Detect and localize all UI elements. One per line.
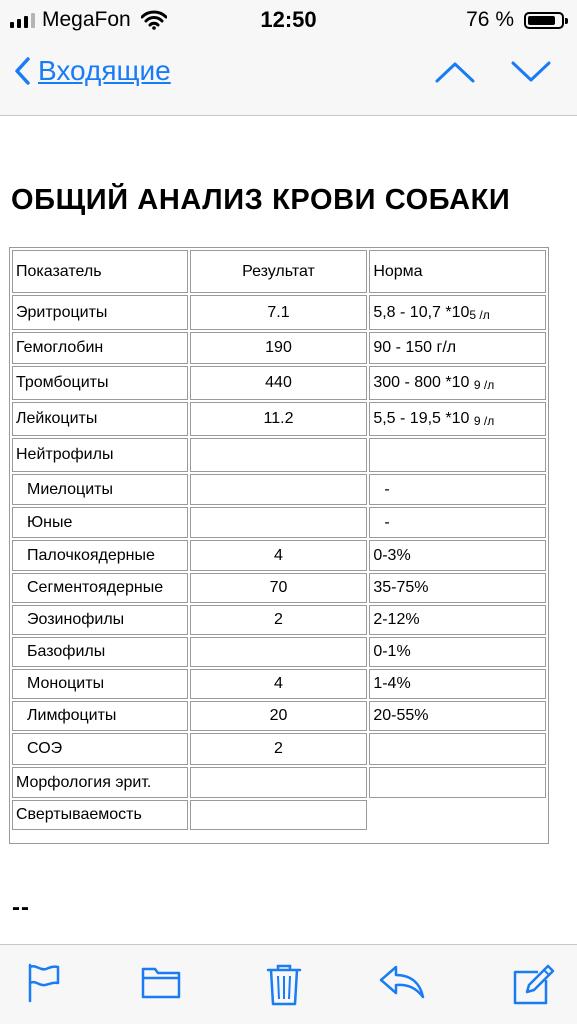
indicator-cell: Сегментоядерные xyxy=(12,573,188,603)
result-cell: 2 xyxy=(190,733,368,765)
norm-cell xyxy=(369,767,546,798)
result-cell xyxy=(190,507,368,538)
indicator-cell: Свертываемость xyxy=(12,800,188,830)
indicator-cell: Гемоглобин xyxy=(12,332,188,364)
table-row xyxy=(12,540,546,571)
norm-value: 1-4% xyxy=(373,675,411,692)
norm-cell xyxy=(369,637,546,667)
indicator-cell: Миелоциты xyxy=(12,474,188,505)
table-row xyxy=(12,733,546,765)
norm-unit: /л xyxy=(480,378,495,392)
header-cell: Результат xyxy=(190,250,368,293)
result-cell: 7.1 xyxy=(190,295,368,330)
indicator-cell: Морфология эрит. xyxy=(12,767,188,798)
table-row xyxy=(12,366,546,400)
norm-value: 90 - 150 г/л xyxy=(373,339,457,356)
table-row xyxy=(12,605,546,635)
email-heading: ОБЩИЙ АНАЛИЗ КРОВИ СОБАКИ xyxy=(11,184,511,216)
table-row xyxy=(12,402,546,436)
indicator-cell: Нейтрофилы xyxy=(12,438,188,472)
result-cell: 4 xyxy=(190,540,368,571)
back-label: Входящие xyxy=(38,55,171,86)
indicator-cell: СОЭ xyxy=(12,733,188,765)
norm-value: 0-1% xyxy=(373,643,411,660)
norm-cell xyxy=(369,438,546,472)
next-message-button[interactable] xyxy=(511,60,551,84)
battery-icon xyxy=(524,12,564,29)
norm-exponent: 9 xyxy=(473,378,481,392)
norm-cell xyxy=(369,701,546,731)
norm-value: 20-55% xyxy=(373,707,429,724)
back-button[interactable] xyxy=(14,55,171,87)
indicator-cell: Тромбоциты xyxy=(12,366,188,400)
result-cell: 4 xyxy=(190,669,368,699)
table-header-row xyxy=(12,250,546,293)
norm-cell xyxy=(369,540,546,571)
result-cell xyxy=(190,474,368,505)
norm-cell xyxy=(369,507,546,538)
trash-icon[interactable] xyxy=(266,963,302,1007)
folder-icon[interactable] xyxy=(141,963,181,1001)
norm-value: 300 - 800 *10 xyxy=(373,374,474,391)
clock: 12:50 xyxy=(260,7,317,32)
norm-cell xyxy=(369,474,546,505)
table-row xyxy=(12,295,546,330)
flag-icon[interactable] xyxy=(26,963,62,1003)
norm-value: - xyxy=(384,513,390,531)
norm-cell xyxy=(369,669,546,699)
norm-cell xyxy=(369,402,546,436)
signature-separator: -- xyxy=(12,894,30,921)
result-cell xyxy=(190,767,368,798)
result-cell: 20 xyxy=(190,701,368,731)
result-cell xyxy=(190,800,368,830)
indicator-cell: Эозинофилы xyxy=(12,605,188,635)
norm-value: - xyxy=(384,480,390,498)
table-row xyxy=(12,507,546,538)
indicator-cell: Юные xyxy=(12,507,188,538)
indicator-cell: Базофилы xyxy=(12,637,188,667)
table-row xyxy=(12,800,546,830)
table-row xyxy=(12,573,546,603)
table-row xyxy=(12,767,546,798)
blood-test-table xyxy=(9,247,549,844)
result-cell xyxy=(190,637,368,667)
norm-unit: /л xyxy=(476,307,490,322)
table-row xyxy=(12,637,546,667)
carrier-name: MegaFon xyxy=(42,8,131,31)
norm-exponent: 5 xyxy=(469,307,477,322)
battery-group xyxy=(466,8,564,32)
result-cell: 2 xyxy=(190,605,368,635)
norm-cell xyxy=(369,573,546,603)
norm-value: 5,5 - 19,5 *10 xyxy=(373,410,474,427)
indicator-cell: Палочкоядерные xyxy=(12,540,188,571)
norm-cell xyxy=(369,733,546,765)
result-cell: 70 xyxy=(190,573,368,603)
table-row xyxy=(12,474,546,505)
result-cell xyxy=(190,438,368,472)
indicator-cell: Лимфоциты xyxy=(12,701,188,731)
norm-unit: /л xyxy=(480,414,495,428)
header-cell: Показатель xyxy=(12,250,188,293)
chevron-left-icon xyxy=(14,57,30,85)
norm-cell xyxy=(369,605,546,635)
bottom-toolbar xyxy=(0,944,577,1024)
email-body xyxy=(0,116,577,944)
table-row xyxy=(12,438,546,472)
status-bar xyxy=(0,0,577,40)
message-navigation xyxy=(435,60,551,84)
norm-cell xyxy=(369,366,546,400)
norm-cell xyxy=(369,295,546,330)
header-cell: Норма xyxy=(369,250,546,293)
compose-icon[interactable] xyxy=(512,963,556,1007)
norm-value: 35-75% xyxy=(373,579,429,596)
norm-exponent: 9 xyxy=(473,414,481,428)
table-row xyxy=(12,669,546,699)
norm-cell xyxy=(369,332,546,364)
table-row xyxy=(12,332,546,364)
result-cell: 11.2 xyxy=(190,402,368,436)
result-cell: 190 xyxy=(190,332,368,364)
indicator-cell: Лейкоциты xyxy=(12,402,188,436)
indicator-cell: Моноциты xyxy=(12,669,188,699)
table-row xyxy=(12,701,546,731)
norm-value: 5,8 - 10,7 *10 xyxy=(373,303,470,321)
norm-value: 0-3% xyxy=(373,546,411,564)
norm-value: 2-12% xyxy=(373,611,420,628)
previous-message-button[interactable] xyxy=(435,60,475,84)
reply-icon[interactable] xyxy=(378,963,426,1001)
empty-cell xyxy=(369,800,546,830)
indicator-cell: Эритроциты xyxy=(12,295,188,330)
result-cell: 440 xyxy=(190,366,368,400)
navigation-bar xyxy=(0,40,577,116)
battery-percent: 76 % xyxy=(466,8,514,31)
